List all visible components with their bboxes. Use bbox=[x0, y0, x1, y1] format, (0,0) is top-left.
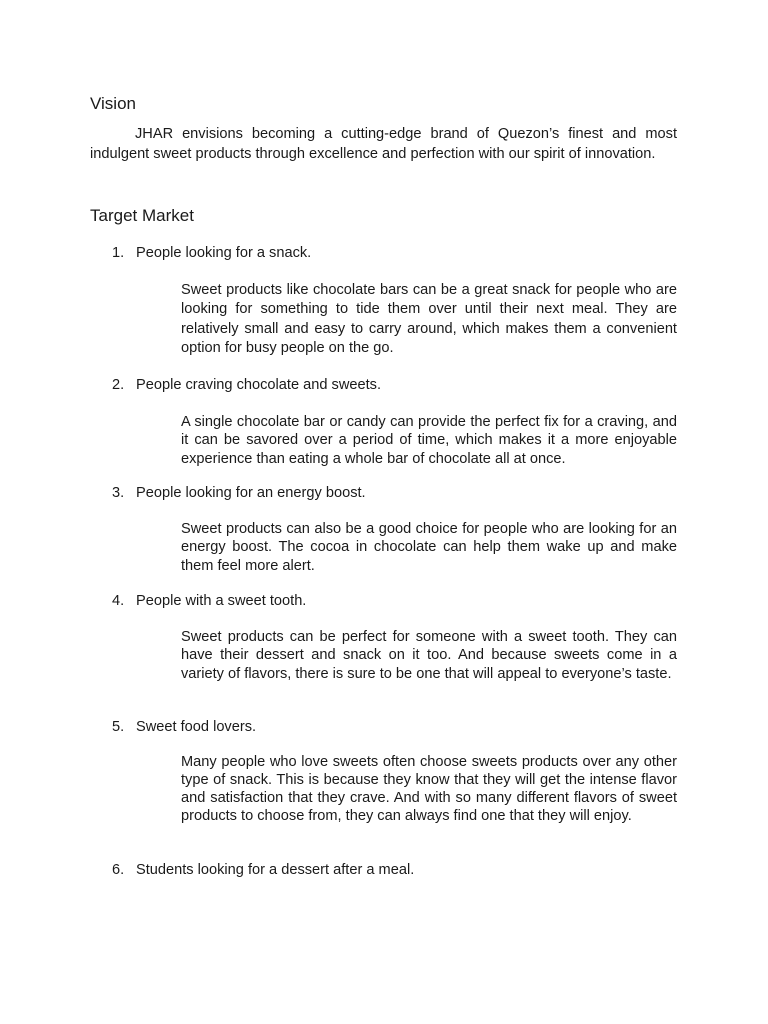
list-item-title: People with a sweet tooth. bbox=[136, 593, 307, 609]
list-item-description: Sweet products like chocolate bars can be a great snack for people who are looking for something to tide them over until their next meal. They are relatively small and easy to carry around, which makes them a convenient option for busy people on the go. bbox=[181, 282, 677, 356]
list-item-title: People craving chocolate and sweets. bbox=[136, 377, 382, 393]
list-item-number: 5. bbox=[112, 719, 125, 735]
list-item-number: 4. bbox=[112, 593, 125, 609]
list-item-number: 1. bbox=[112, 245, 125, 261]
target-market-heading: Target Market bbox=[90, 206, 194, 225]
list-item-title: Students looking for a dessert after a meal. bbox=[136, 862, 415, 878]
list-item-number: 6. bbox=[112, 862, 125, 878]
list-item-title: People looking for a snack. bbox=[136, 245, 312, 261]
list-item-title: Sweet food lovers. bbox=[136, 719, 257, 735]
list-item-title: People looking for an energy boost. bbox=[136, 485, 366, 501]
list-item-description: Sweet products can be perfect for someone with a sweet tooth. They can have their dessert and snack on it too. And because sweets come in a variety of flavors, there is sure to be one that will appeal to everyone’s taste. bbox=[181, 629, 677, 682]
list-item-description: Many people who love sweets often choose sweets products over any other type of snack. This is because they know that they will get the intense flavor and satisfaction that they crave. And with so many different flavors of sweet products to choose from, they can always find one that they will enjoy. bbox=[181, 754, 677, 825]
list-item-number: 2. bbox=[112, 377, 125, 393]
list-item-number: 3. bbox=[112, 485, 125, 501]
vision-heading: Vision bbox=[90, 94, 136, 113]
list-item-description: Sweet products can also be a good choice for people who are looking for an energy boost. The cocoa in chocolate can help them wake up and make them feel more alert. bbox=[181, 521, 677, 574]
vision-paragraph: JHAR envisions becoming a cutting-edge brand of Quezon’s finest and most indulgent sweet products through excellence and perfection with our spirit of innovation. bbox=[90, 126, 677, 162]
list-item-description: A single chocolate bar or candy can provide the perfect fix for a craving, and it can be savored over a period of time, which makes it a more enjoyable experience than eating a whole bar of chocolate all at once. bbox=[181, 414, 677, 467]
